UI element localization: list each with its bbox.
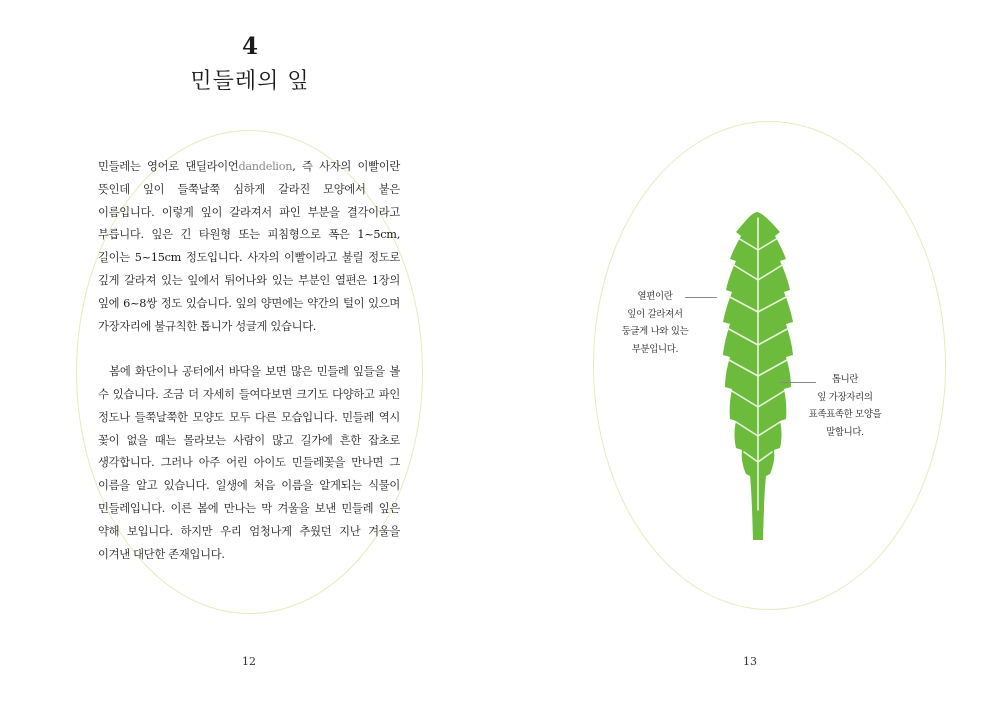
page-number-right: 13 <box>743 655 757 668</box>
annotation-line: 톱니란 <box>831 374 859 385</box>
annotation-teeth <box>790 371 900 441</box>
paragraph-1 <box>98 156 400 338</box>
annotation-line: 표족표족한 모양을 <box>808 409 882 420</box>
body-text <box>98 156 400 566</box>
annotation-line: 잎이 갈라져서 <box>627 308 683 320</box>
annotation-line: 말합니다. <box>826 426 864 438</box>
paragraph-2: 봄에 화단이나 공터에서 바닥을 보면 많은 민들레 잎들을 볼 수 있습니다. 조금 더 자세히 들여다보면 크기도 다양하고 파인 정도나 들쭉날쭉한 모양도 모두 다른 모습입니다. 민들레 역시 꽃이 없을 때는 몰라보는 사람이 많고 길가에 흔한 잡초로 생각합니다. 그러나 아주 어린 아이도 민들레꽃을 만나면 그 이름을 알고 있습니다. 일생에 처음 이름을 알게되는 식물이 민들레입니다. 이른 봄에 만나는 막 겨울을 보낸 민들레 잎은 약해 보입니다. 하지만 우리 엄청나게 추웠던 지난 겨울을 이겨낸 대단한 존재입니다. <box>98 365 400 561</box>
latin-term: dandelion <box>238 160 293 173</box>
annotation-line: 부분입니다. <box>631 343 679 355</box>
paragraph-1-start: 민들레는 영어로 댄딜라이언 <box>98 160 239 173</box>
page-number-left: 12 <box>242 655 256 668</box>
chapter-number: 4 <box>241 33 258 60</box>
annotation-line: 둥글게 나와 있는 <box>621 326 689 337</box>
chapter-title: 민들레의 잎 <box>190 69 310 94</box>
annotation-line: 열편이란 <box>637 291 673 302</box>
right-page <box>500 0 1000 709</box>
annotation-lobe <box>600 288 710 358</box>
paragraph-1-rest: , 즉 사자의 이빨이란 뜻인데 잎이 들쭉날쭉 심하게 갈라진 모양에서 붙은 이름입니다. 이렇게 잎이 갈라져서 파인 부분을 결각이라고 부릅니다. 잎은 긴 타원형 또는 피침형으로 폭은 1~5cm, 길이는 5~15cm 정도입니다. 사자의 이빨이라고 불릴 정도로 깊게 갈라져 있는 잎에서 튀어나와 있는 부분인 열편은 1장의 잎에 6~8쌍 정도 있습니다. 잎의 양면에는 약간의 털이 있으며 가장자리에 불규칙한 톱니가 성글게 있습니다. <box>98 160 401 333</box>
annotation-line: 잎 가장자리의 <box>817 391 873 403</box>
